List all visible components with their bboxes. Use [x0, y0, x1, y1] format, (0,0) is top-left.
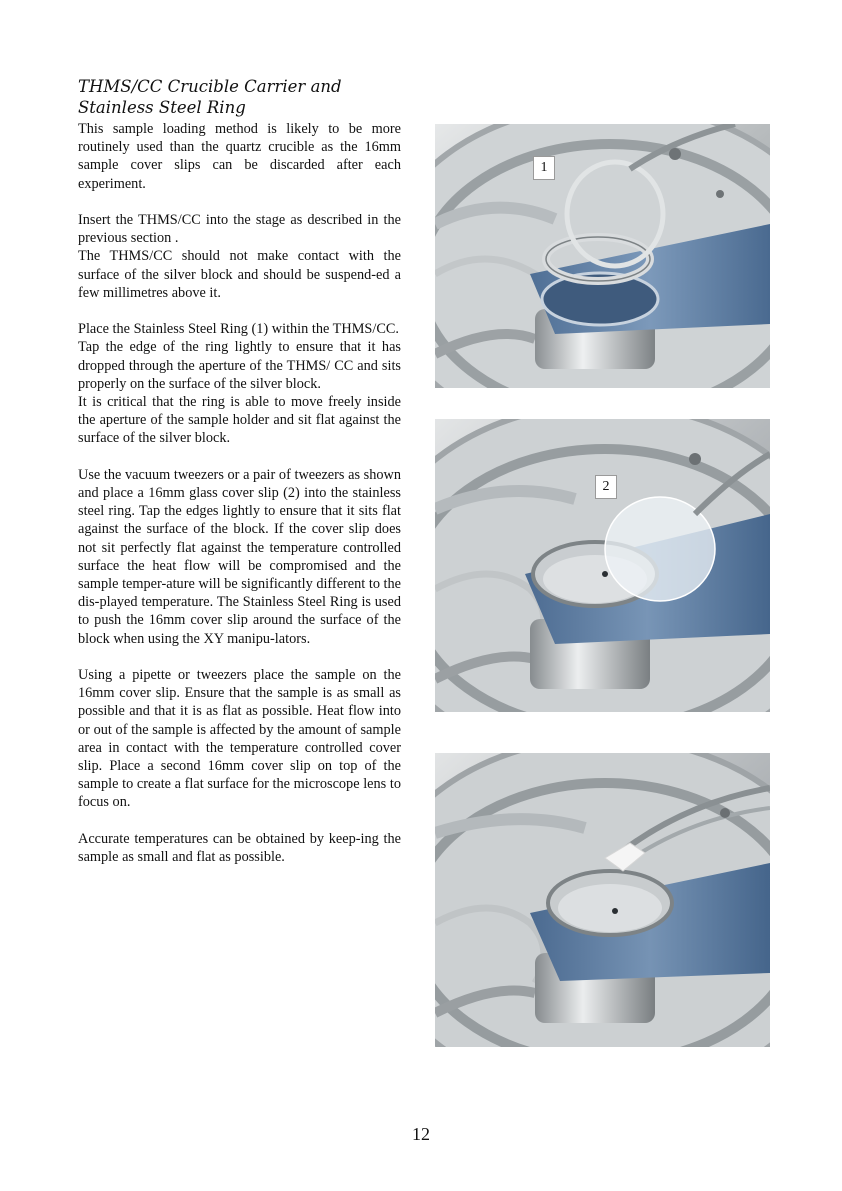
paragraph-tap-ring: Tap the edge of the ring lightly to ensure that it has dropped through the aperture of the THMS/ CC and sits properly on the surface of the silver block.: [78, 339, 401, 392]
body-text: [78, 120, 401, 884]
photo-cover-slip-placement: [435, 419, 770, 712]
page-number: 12: [412, 1124, 430, 1144]
callout-label-2: 2: [595, 475, 617, 499]
section-heading: [78, 76, 408, 118]
photo-sample-image: [435, 753, 770, 1047]
paragraph-contact-note: The THMS/CC should not make contact with the surface of the silver block and should be suspend-ed a few millimetres above it.: [78, 248, 401, 301]
paragraph-cover-slip: Use the vacuum tweezers or a pair of tweezers as shown and place a 16mm glass cover slip (2) into the stainless steel ring. Tap the edges lightly to ensure that it sits flat against the surface of the block. If the cover slip does not sit perfectly flat against the temperature controlled surface the heat flow will be compromised and the sample temper-ature will be significantly different to the dis-played temperature. The Stainless Steel Ring is used to push the 16mm cover slip around the surface of the block when using the XY manipu-lators.: [78, 466, 402, 647]
photo-ring-placement: [435, 124, 770, 388]
heading-line-1: THMS/CC Crucible Carrier and: [78, 77, 342, 96]
heading-line-2: Stainless Steel Ring: [78, 98, 246, 117]
paragraph-intro: This sample loading method is likely to be more routinely used than the quartz crucible as the 16mm sample cover slips can be discarded after each experiment.: [78, 121, 401, 192]
paragraph-sample: Using a pipette or tweezers place the sample on the 16mm cover slip. Ensure that the sample is as small as possible and that it is as flat as possible. Heat flow into or out of the sample is affected by the amount of sample area in contact with the temperature controlled cover slip. Place a second 16mm cover slip on top of the sample to create a flat surface for the microscope lens to focus on.: [78, 667, 401, 811]
paragraph-place-ring: Place the Stainless Steel Ring (1) within the THMS/CC.: [78, 321, 400, 338]
photo-ring-placement-image: [435, 124, 770, 388]
callout-label-1: 1: [533, 156, 555, 180]
photo-sample-placement: [435, 753, 770, 1047]
paragraph-insert: Insert the THMS/CC into the stage as described in the previous section .: [78, 212, 401, 247]
paragraph-critical: It is critical that the ring is able to move freely inside the aperture of the sample holder and sit flat against the surface of the silver block.: [78, 394, 401, 447]
photo-cover-slip-image: [435, 419, 770, 712]
paragraph-accuracy: Accurate temperatures can be obtained by keep-ing the sample as small and flat as possible.: [78, 830, 401, 866]
